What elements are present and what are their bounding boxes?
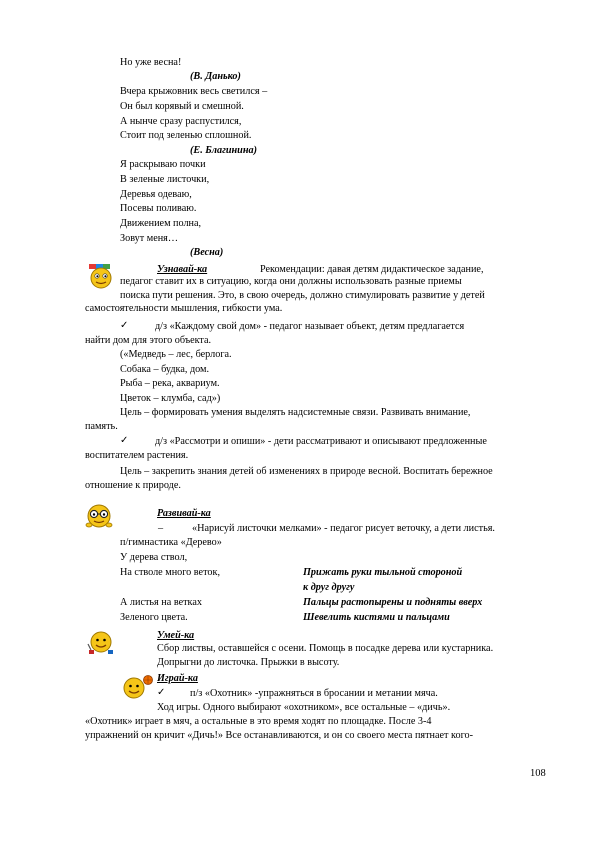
example-line: («Медведь – лес, берлога. — [120, 349, 232, 360]
activity-description: Допрыгни до листочка. Прыжки в высоту. — [157, 657, 340, 668]
activity-description: Сбор листвы, оставшейся с осени. Помощь в посадке дерева или кустарника. — [157, 643, 494, 654]
riddle-line: Движением полна, — [120, 218, 202, 229]
game-rules: Ход игры. Одного выбирают «охотником», все остальные – «дичь». — [157, 702, 451, 713]
recommendation-text: Рекомендации: давая детям дидактическое задание, — [260, 264, 484, 275]
poem-author: (Е. Благинина) — [190, 145, 257, 156]
verse-action: Пальцы растопырены и подняты вверх — [303, 597, 483, 608]
game-rules: «Охотник» играет в мяч, а остальные в это время ходят по площадке. После 3-4 — [85, 716, 432, 727]
recommendation-text: самостоятельности мышления, гибкости ума. — [85, 303, 283, 314]
example-line: Рыба – река, аквариум. — [120, 378, 220, 389]
poem-line: Стоит под зеленью сплошной. — [120, 130, 252, 141]
example-line: Собака – будка, дом. — [120, 364, 210, 375]
game-description: найти дом для этого объекта. — [85, 335, 212, 346]
gymnastics-title: п/гимнастика «Дерево» — [120, 537, 222, 548]
activity-description: «Нарисуй листочки мелками» - педагог рисует веточку, а дети листья. — [192, 523, 495, 534]
game-description: п/з «Охотник» -упражняться в бросании и метании мяча. — [190, 688, 438, 699]
game-description: д/з «Каждому свой дом» - педагог называет объект, детям предлагается — [155, 321, 465, 332]
smiley-with-ball-icon — [120, 672, 154, 702]
goal-text: отношение к природе. — [85, 480, 181, 491]
verse-line: У дерева ствол, — [120, 552, 188, 563]
verse-line: Зеленого цвета. — [120, 612, 188, 623]
verse-action: Шевелить кистями и пальцами — [303, 612, 450, 623]
riddle-line: Зовут меня… — [120, 233, 179, 244]
riddle-line: В зеленые листочки, — [120, 174, 210, 185]
poem-line: Вчера крыжовник весь светился – — [120, 86, 268, 97]
riddle-answer: (Весна) — [190, 247, 224, 258]
verse-line: А листья на ветках — [120, 597, 202, 608]
section-heading-develop: Развивай-ка — [157, 508, 211, 519]
recommendation-text: педагог ставит их в ситуацию, когда они должны использовать разные приемы — [120, 276, 462, 287]
goal-text: Цель – закрепить знания детей об изменениях в природе весной. Воспитать бережное — [120, 466, 493, 477]
check-mark-icon: ✓ — [120, 320, 129, 331]
recommendation-text: поиска пути решения. Это, в свою очередь, должно стимулировать развитие у детей — [120, 290, 485, 301]
smiley-with-tools-icon — [86, 628, 116, 658]
poem-line: Он был корявый и смешной. — [120, 101, 244, 112]
poem-line: Но уже весна! — [120, 57, 182, 68]
section-heading-learn: Узнавай-ка — [157, 264, 208, 275]
list-dash: – — [158, 523, 164, 534]
check-mark-icon: ✓ — [120, 435, 129, 446]
section-heading-play: Играй-ка — [157, 673, 198, 684]
riddle-line: Я раскрываю почки — [120, 159, 206, 170]
poem-author: (В. Данько) — [190, 71, 241, 82]
game-description: воспитателем растения. — [85, 450, 189, 461]
thinking-smiley-icon — [87, 262, 115, 290]
smiley-with-glasses-icon — [83, 503, 115, 529]
page-number: 108 — [530, 768, 546, 779]
verse-action: Прижать руки тыльной стороной — [303, 567, 463, 578]
riddle-line: Посевы поливаю. — [120, 203, 197, 214]
verse-action: к друг другу — [303, 582, 355, 593]
section-heading-skill: Умей-ка — [157, 630, 195, 641]
verse-line: На стволе много веток, — [120, 567, 220, 578]
poem-line: А нынче сразу распустился, — [120, 116, 242, 127]
check-mark-icon: ✓ — [157, 687, 166, 698]
riddle-line: Деревья одеваю, — [120, 189, 192, 200]
goal-text: память. — [85, 421, 118, 432]
game-rules: упражнений он кричит «Дичь!» Все останавливаются, и он со своего места пятнает кого- — [85, 730, 473, 741]
example-line: Цветок – клумба, сад») — [120, 393, 221, 404]
goal-text: Цель – формировать умения выделять надсистемные связи. Развивать внимание, — [120, 407, 471, 418]
game-description: д/з «Рассмотри и опиши» - дети рассматривают и описывают предложенные — [155, 436, 487, 447]
